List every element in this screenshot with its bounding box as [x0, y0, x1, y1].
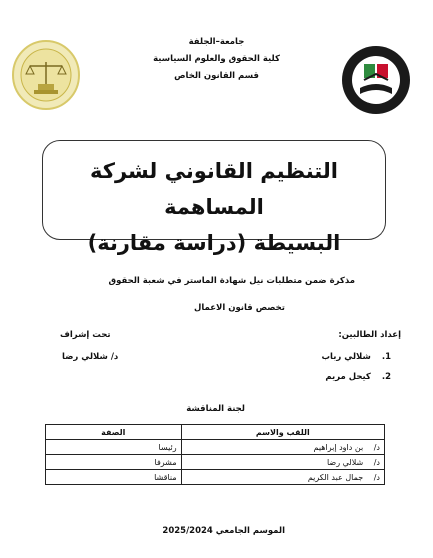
- member-name: شلالي رضا: [326, 457, 364, 467]
- thesis-title-line2: البسيطة (دراسة مقارنة): [87, 231, 341, 255]
- column-header-name: اللقب والاسم: [181, 425, 384, 440]
- student-item-2: [325, 372, 391, 382]
- table-header-row: [46, 425, 385, 440]
- thesis-title-box: [42, 140, 386, 255]
- member-role: رئيسا: [46, 440, 182, 455]
- committee-title: لجنة المناقشة: [186, 404, 245, 414]
- member-prefix: د/: [373, 442, 380, 452]
- supervisor-name: د/ شلالي رضا: [62, 352, 119, 362]
- table-row: [46, 455, 385, 470]
- student-name: شلالي رباب: [321, 352, 371, 362]
- university-name: جامعة–الجلفة: [188, 37, 245, 47]
- member-name: جمال عبد الكريم: [307, 472, 364, 482]
- memo-line: مذكرة ضمن متطلبات نيل شهادة الماستر في شعبة الحقوق: [108, 276, 355, 286]
- student-number: 1.: [381, 352, 391, 362]
- column-header-role: الصفة: [46, 425, 182, 440]
- thesis-title-line1: التنظيم القانوني لشركة المساهمة: [90, 159, 338, 219]
- academic-year: الموسم الجامعي 2025/2024: [162, 526, 285, 536]
- student-number: 2.: [381, 372, 391, 382]
- member-name: بن داود إبراهيم: [313, 442, 364, 452]
- supervision-label: تحت إشراف: [60, 330, 111, 340]
- department-name: قسم القانون الخاص: [174, 71, 259, 81]
- table-row: [46, 470, 385, 485]
- member-cell: [181, 455, 384, 470]
- member-role: مشرفا: [46, 455, 182, 470]
- member-prefix: د/: [373, 472, 380, 482]
- member-prefix: د/: [373, 457, 380, 467]
- member-cell: [181, 470, 384, 485]
- student-name: كيحل مريم: [325, 372, 371, 382]
- table-row: [46, 440, 385, 455]
- students-label: إعداد الطالبين:: [338, 330, 401, 340]
- student-item-1: [321, 352, 391, 362]
- committee-table: [45, 424, 385, 485]
- member-role: مناقشا: [46, 470, 182, 485]
- header: [0, 34, 433, 85]
- member-cell: [181, 440, 384, 455]
- faculty-name: كلية الحقوق والعلوم السياسية: [153, 54, 280, 64]
- specialization: تخصص قانون الاعمال: [193, 303, 285, 313]
